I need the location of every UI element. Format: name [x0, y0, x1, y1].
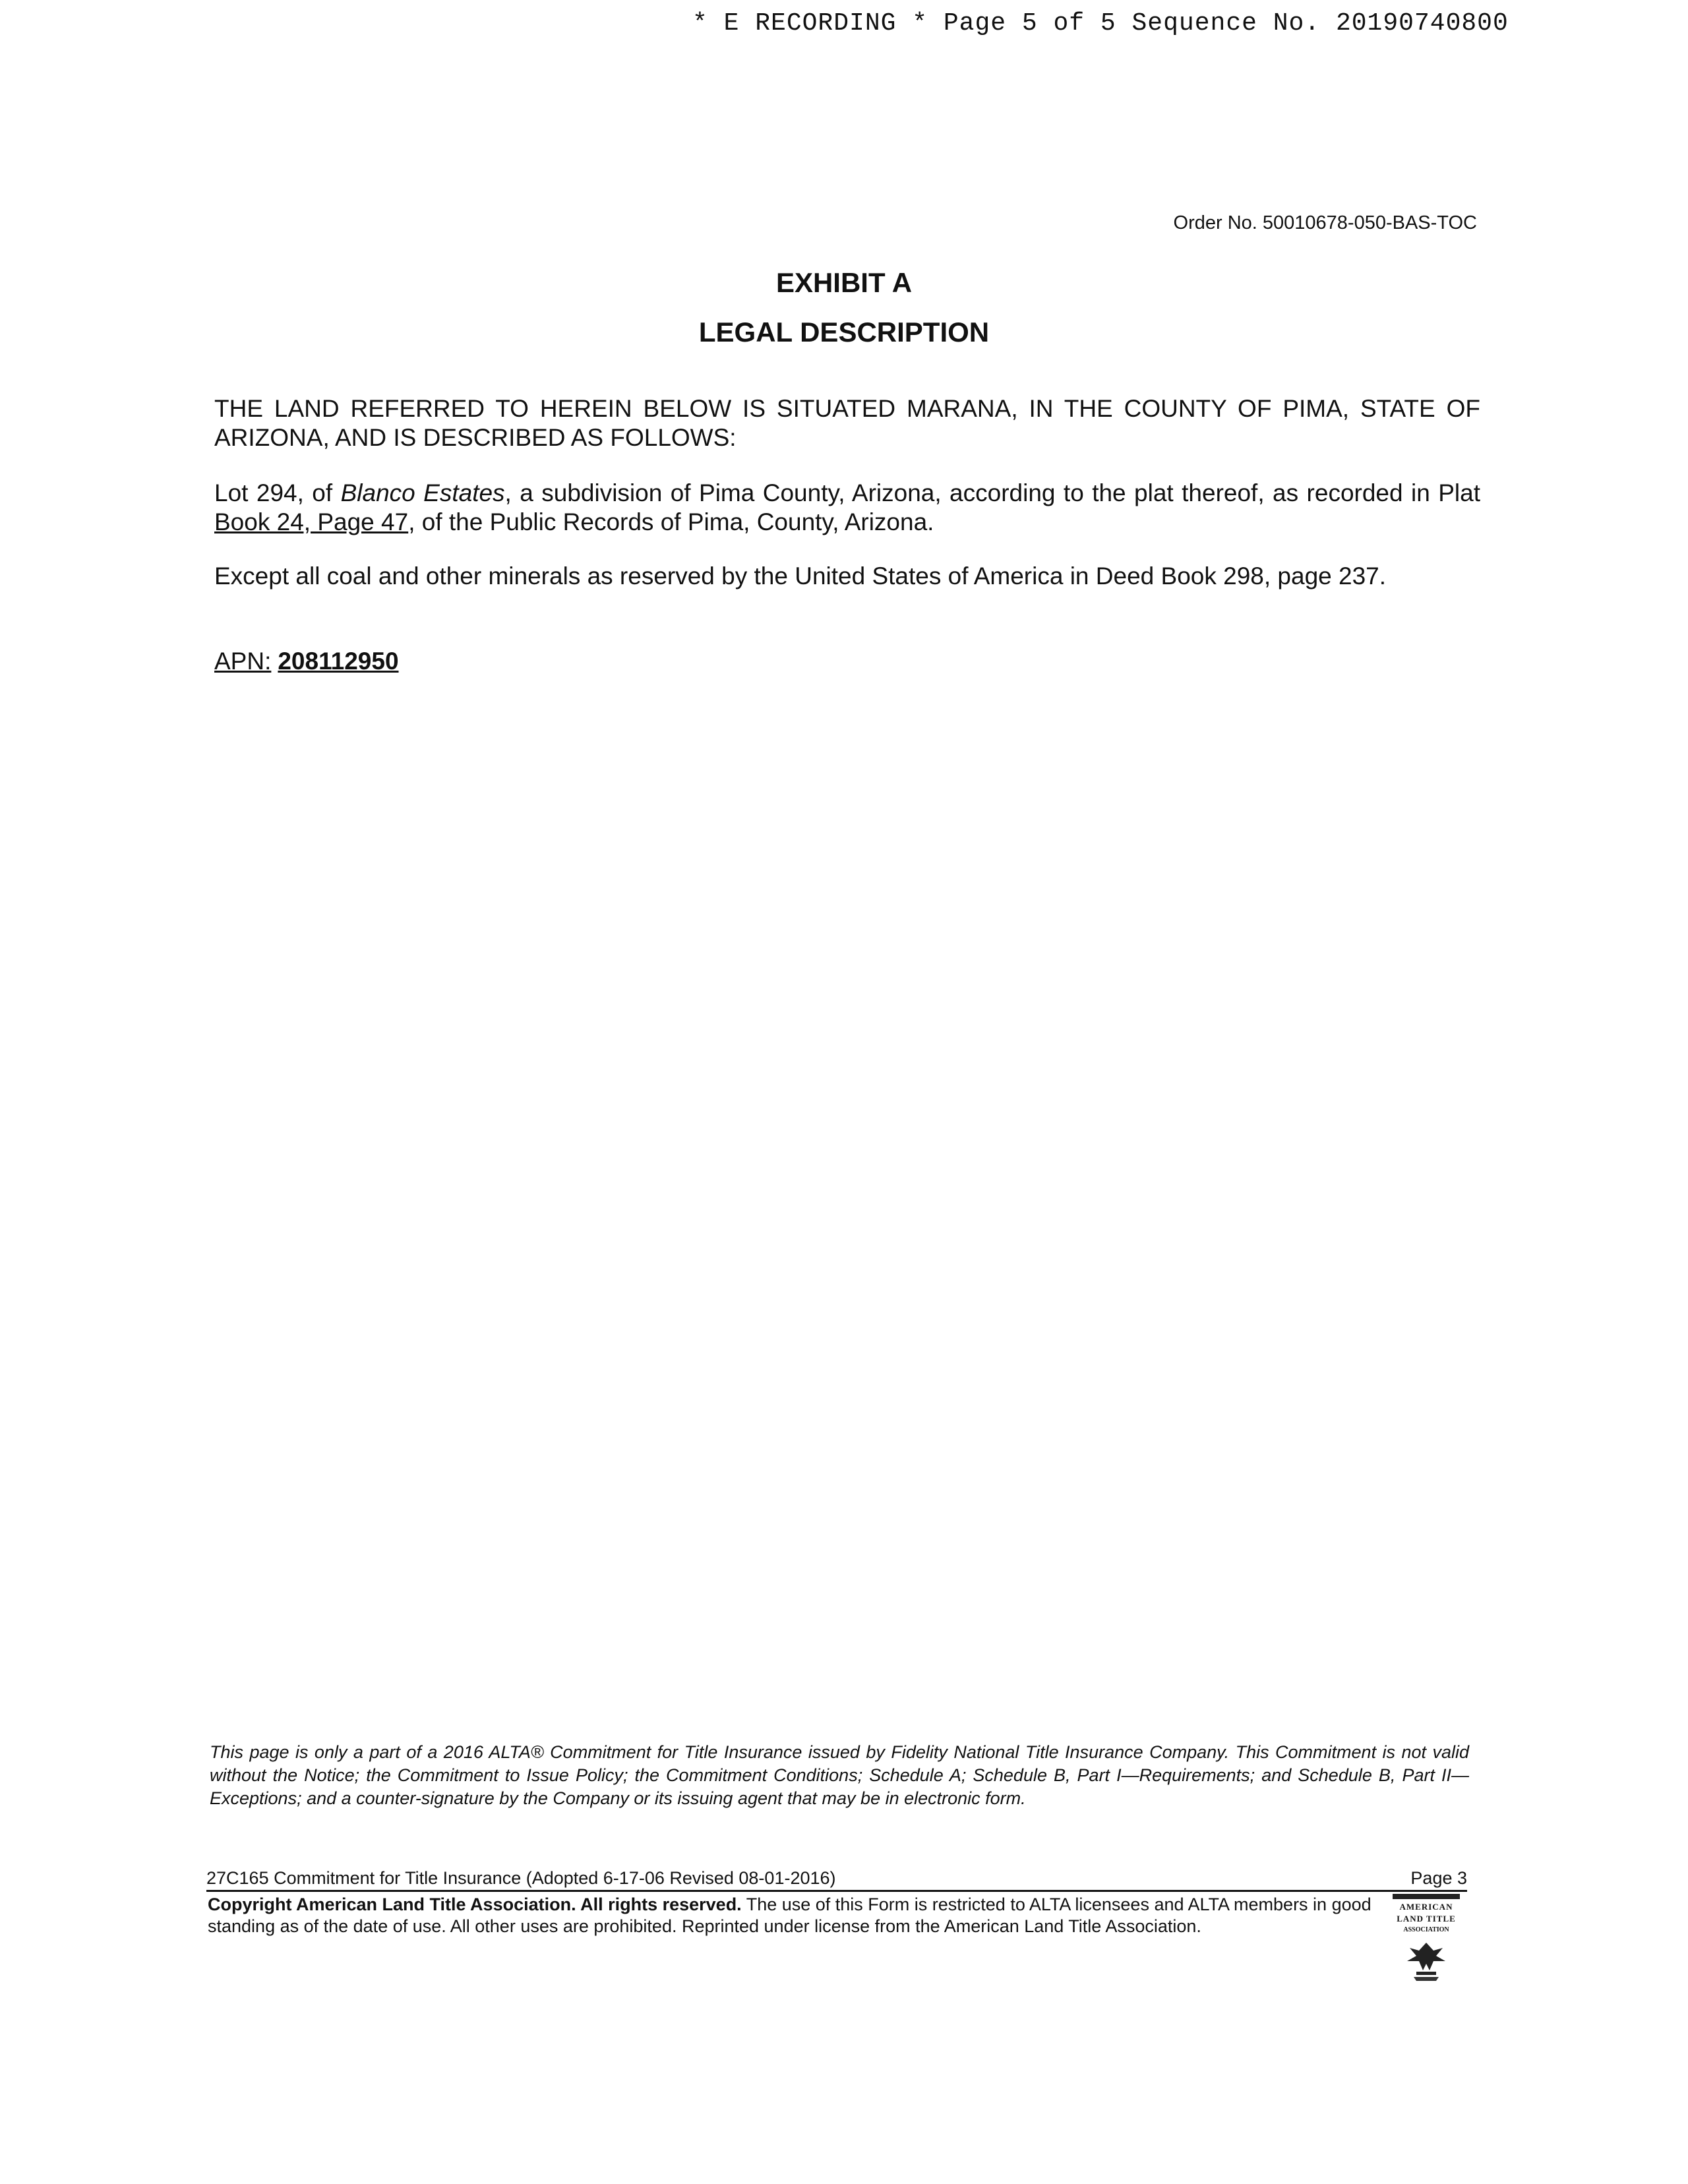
apn-number: 208112950 [278, 648, 399, 675]
subdivision-name: Blanco Estates [340, 479, 505, 506]
lot-description-paragraph [214, 479, 1480, 537]
exhibit-title: EXHIBIT A [775, 267, 913, 298]
recording-header: * E RECORDING * Page 5 of 5 Sequence No. 20190740800 [692, 9, 1509, 38]
apn-label: APN: [214, 648, 272, 675]
copyright-bold: Copyright American Land Title Association. All rights reserved. [208, 1895, 742, 1914]
copyright-notice [208, 1894, 1381, 1937]
minerals-exception-paragraph: Except all coal and other minerals as reserved by the United States of America in Deed Book 298, page 237. [214, 562, 1387, 590]
order-number: Order No. 50010678-050-BAS-TOC [1173, 212, 1477, 233]
logo-line-1: AMERICAN [1399, 1902, 1453, 1912]
eagle-emblem-icon [1390, 1935, 1462, 1987]
logo-line-2: LAND TITLE [1397, 1914, 1456, 1924]
apn-line [214, 648, 399, 675]
legal-description-title: LEGAL DESCRIPTION [698, 317, 990, 348]
lot-suffix: , of the Public Records of Pima, County, Arizona. [408, 508, 934, 535]
logo-bar [1393, 1894, 1460, 1899]
form-id-line [206, 1864, 1467, 1892]
form-id: 27C165 Commitment for Title Insurance (Adopted 6-17-06 Revised 08-01-2016) [206, 1868, 836, 1888]
lot-prefix: Lot 294, of [214, 479, 341, 506]
alta-logo [1390, 1894, 1462, 1986]
plat-book-page: Book 24, Page 47 [214, 508, 409, 535]
commitment-disclaimer: This page is only a part of a 2016 ALTA® Commitment for Title Insurance issued by Fidelity National Title Insurance Company. This Commitment is not valid without the Notice; the Commitment to Issue Policy; the Commitment Conditions; Schedule A; Schedule B, Part I—Requirements; and Schedule B, Part II—Exceptions; and a counter-signature by the Company or its issuing agent that may be in electronic form. [210, 1742, 1469, 1808]
copyright-rest: The use of this Form is restricted to ALTA licensees and ALTA members in good standing as of the date of use. All other uses are prohibited. Reprinted under license from the American Land Title Association. [208, 1895, 1372, 1936]
page-number: Page 3 [1410, 1868, 1467, 1888]
logo-line-3: ASSOCIATION [1403, 1926, 1449, 1933]
land-intro-paragraph: THE LAND REFERRED TO HEREIN BELOW IS SITUATED MARANA, IN THE COUNTY OF PIMA, STATE OF ARIZONA, AND IS DESCRIBED AS FOLLOWS: [214, 395, 1480, 451]
lot-middle: , a subdivision of Pima County, Arizona, according to the plat thereof, as recorded in Plat [504, 479, 1480, 506]
